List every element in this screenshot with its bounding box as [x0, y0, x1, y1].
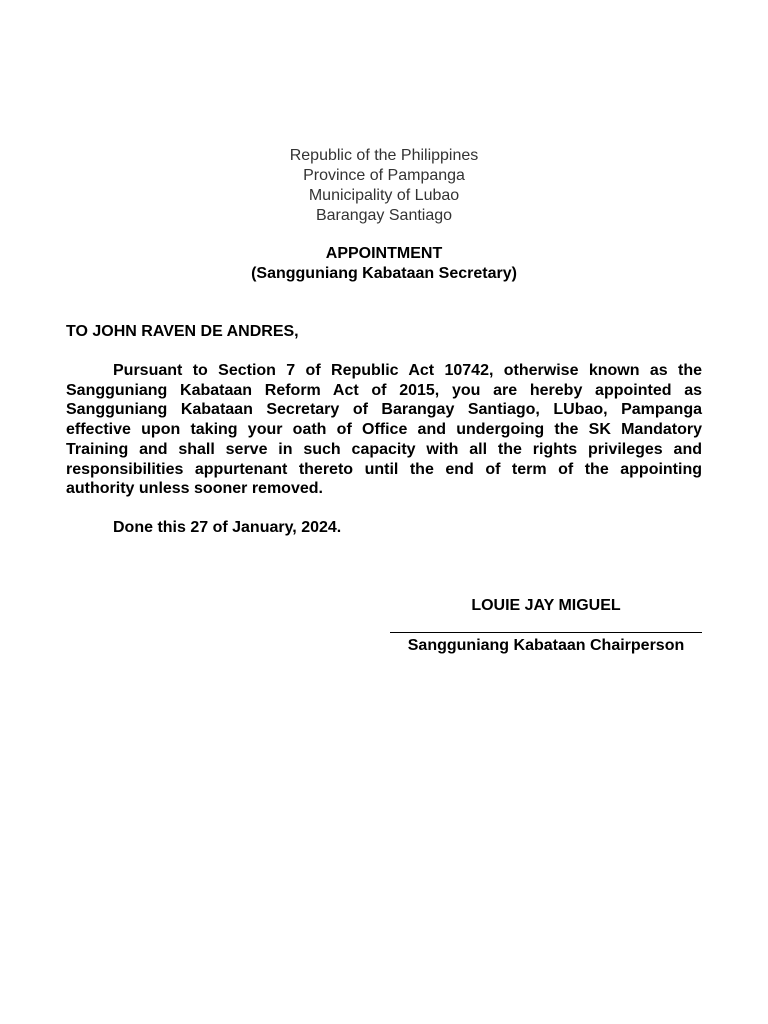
document-title-block — [0, 244, 768, 284]
letterhead-province: Province of Pampanga — [303, 167, 465, 184]
letterhead — [0, 146, 768, 226]
appointment-body-paragraph: Pursuant to Section 7 of Republic Act 10742, otherwise known as the Sangguniang Kabataan Reform Act of 2015, you are hereby appointed as Sangguniang Kabataan Secretary of Barangay Santiago, LUbao, Pampanga effective upon taking your oath of Office and undergoing the SK Mandatory Training and shall serve in such capacity with all the rights privileges and responsibilities appurtenant thereto until the end of term of the appointing authority unless sooner removed. — [66, 362, 702, 498]
document-subtitle: (Sangguniang Kabataan Secretary) — [251, 265, 517, 282]
letterhead-barangay: Barangay Santiago — [315, 207, 453, 224]
signature-line — [390, 632, 702, 633]
document-title: APPOINTMENT — [325, 245, 443, 262]
date-line: Done this 27 of January, 2024. — [113, 519, 342, 536]
addressee-line: TO JOHN RAVEN DE ANDRES, — [66, 323, 299, 340]
letterhead-country: Republic of the Philippines — [289, 147, 479, 164]
letterhead-municipality: Municipality of Lubao — [308, 187, 460, 204]
signatory-name: LOUIE JAY MIGUEL — [471, 597, 621, 614]
signatory-title: Sangguniang Kabataan Chairperson — [407, 637, 685, 654]
